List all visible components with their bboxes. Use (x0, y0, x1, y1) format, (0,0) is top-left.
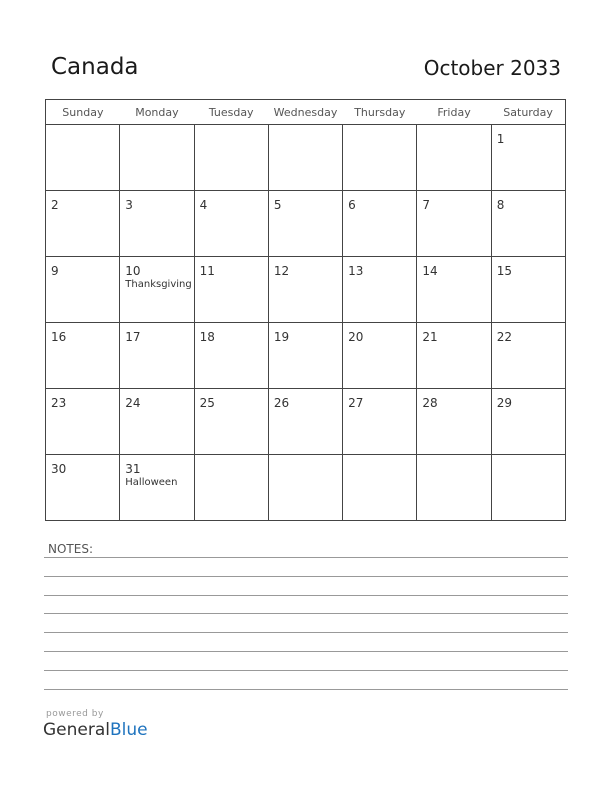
day-number: 8 (496, 198, 505, 212)
day-cell (120, 191, 194, 257)
holiday-label: Thanksgiving (125, 279, 192, 290)
weekday-header: Wednesday (268, 100, 342, 125)
weekday-header: Saturday (491, 100, 565, 125)
day-number: 9 (51, 264, 59, 278)
day-cell (194, 191, 268, 257)
day-cell (343, 323, 417, 389)
week-row (46, 455, 566, 521)
note-line (44, 613, 568, 614)
week-row (46, 389, 566, 455)
day-cell (491, 323, 565, 389)
day-cell (343, 389, 417, 455)
day-cell (417, 125, 491, 191)
day-cell (46, 455, 120, 521)
day-number: 1 (496, 132, 505, 146)
day-cell (194, 257, 268, 323)
day-cell (194, 389, 268, 455)
day-cell (417, 257, 491, 323)
day-number: 15 (496, 264, 512, 278)
month-year-title: October 2033 (423, 56, 561, 80)
day-number: 16 (51, 330, 67, 344)
day-number: 5 (273, 198, 282, 212)
day-number: 30 (51, 462, 67, 476)
day-number: 11 (199, 264, 215, 278)
day-cell (343, 257, 417, 323)
day-number: 31 (125, 462, 141, 476)
day-cell (46, 389, 120, 455)
weekday-header: Tuesday (194, 100, 268, 125)
day-cell (491, 389, 565, 455)
note-line (44, 595, 568, 596)
day-cell (491, 455, 565, 521)
powered-by-text: powered by (46, 709, 104, 719)
day-cell (268, 455, 342, 521)
day-number: 17 (125, 330, 141, 344)
day-number: 4 (199, 198, 208, 212)
day-cell (120, 389, 194, 455)
day-cell (194, 323, 268, 389)
day-cell (46, 323, 120, 389)
day-cell (46, 191, 120, 257)
day-number: 25 (199, 396, 215, 410)
day-cell (491, 125, 565, 191)
day-cell (46, 125, 120, 191)
day-cell (120, 125, 194, 191)
day-number: 23 (51, 396, 67, 410)
day-cell (491, 257, 565, 323)
day-number: 3 (125, 198, 133, 212)
brand-name-blue: Blue (110, 720, 148, 740)
day-number: 26 (273, 396, 290, 410)
day-number: 14 (422, 264, 438, 278)
day-cell (268, 389, 342, 455)
day-number: 13 (348, 264, 364, 278)
day-cell (268, 257, 342, 323)
day-cell (268, 323, 342, 389)
day-number: 2 (51, 198, 59, 212)
note-line (44, 689, 568, 690)
day-cell (343, 455, 417, 521)
day-cell (417, 191, 491, 257)
day-cell (343, 191, 417, 257)
day-cell (417, 323, 491, 389)
day-number: 24 (125, 396, 141, 410)
day-number: 10 (125, 264, 141, 278)
day-number: 19 (273, 330, 290, 344)
day-cell (268, 191, 342, 257)
day-number: 12 (273, 264, 290, 278)
day-number: 20 (348, 330, 364, 344)
notes-label: NOTES: (48, 542, 93, 556)
week-row (46, 323, 566, 389)
day-cell (343, 125, 417, 191)
day-cell (417, 455, 491, 521)
note-line (44, 557, 568, 558)
day-number: 28 (422, 396, 438, 410)
calendar-grid (45, 99, 566, 521)
day-number: 7 (422, 198, 431, 212)
day-number: 29 (496, 396, 512, 410)
day-number: 18 (199, 330, 215, 344)
day-number: 27 (348, 396, 364, 410)
day-cell (194, 125, 268, 191)
day-cell (46, 257, 120, 323)
weekday-header-row (46, 100, 566, 125)
day-cell (194, 455, 268, 521)
day-cell (120, 455, 194, 521)
note-line (44, 651, 568, 652)
weekday-header: Thursday (343, 100, 417, 125)
brand-name-general: General (43, 720, 110, 740)
holiday-label: Halloween (125, 477, 178, 488)
weekday-header: Sunday (46, 100, 120, 125)
day-cell (417, 389, 491, 455)
day-cell (268, 125, 342, 191)
note-line (44, 670, 568, 671)
brand-logo (43, 720, 148, 740)
day-number: 22 (496, 330, 512, 344)
weekday-header: Friday (417, 100, 491, 125)
weekday-header: Monday (120, 100, 194, 125)
day-cell (120, 257, 194, 323)
country-title: Canada (51, 54, 139, 80)
day-number: 6 (348, 198, 356, 212)
week-row (46, 191, 566, 257)
note-line (44, 632, 568, 633)
day-cell (491, 191, 565, 257)
week-row (46, 125, 566, 191)
day-cell (120, 323, 194, 389)
week-row (46, 257, 566, 323)
day-number: 21 (422, 330, 438, 344)
note-line (44, 576, 568, 577)
